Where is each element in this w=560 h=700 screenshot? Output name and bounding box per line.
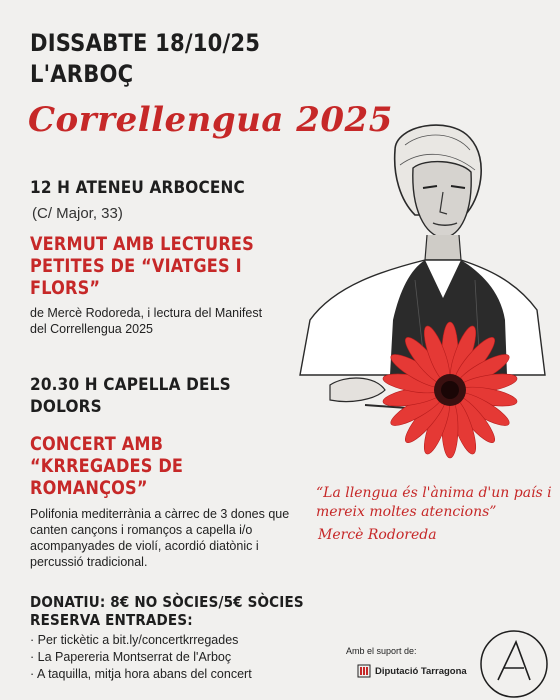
event2-description: Polifonia mediterrània a càrrec de 3 dones que canten cançons i romanços a capella i/o acompanyades de violí, acordió diatònic i percussió tradicional. <box>30 507 290 569</box>
event1-address: (C/ Major, 33) <box>32 205 123 222</box>
list-item: · Per tickètic a bit.ly/concertkrregades <box>30 632 252 649</box>
ateneu-logo-icon <box>478 628 550 700</box>
quote-author: Mercè Rodoreda <box>318 527 437 543</box>
event1-time-place: 12 H ATENEU ARBOCENC <box>30 178 245 198</box>
diputacio-emblem-icon <box>357 664 371 678</box>
event1-description: de Mercè Rodoreda, i lectura del Manifest del Correllengua 2025 <box>30 306 263 336</box>
portrait-illustration <box>275 120 560 480</box>
quote-text: “La llengua és l'ànima d'un país i mereix moltes atencions” <box>316 485 552 520</box>
donation-price: DONATIU: 8€ NO SÒCIES/5€ SÒCIES <box>30 593 304 611</box>
event2-title: CONCERT AMB “KRREGADES DE ROMANÇOS” <box>30 433 184 499</box>
reserve-heading: RESERVA ENTRADES: <box>30 611 193 629</box>
event-town: L'ARBOÇ <box>30 60 134 88</box>
event2-time-place: 20.30 H CAPELLA DELS DOLORS <box>30 375 231 417</box>
ticket-options-list <box>30 632 252 683</box>
event-date: DISSABTE 18/10/25 <box>30 29 261 57</box>
sponsor-name: Diputació Tarragona <box>375 665 467 677</box>
event1-title: VERMUT AMB LECTURES PETITES DE “VIATGES I FLORS” <box>30 233 254 299</box>
event-title: Correllengua 2025 <box>28 100 393 140</box>
sponsor-logo <box>357 664 467 678</box>
support-label: Amb el suport de: <box>346 646 417 656</box>
list-item: · La Papereria Montserrat de l'Arboç <box>30 649 252 666</box>
list-item: · A taquilla, mitja hora abans del concert <box>30 666 252 683</box>
